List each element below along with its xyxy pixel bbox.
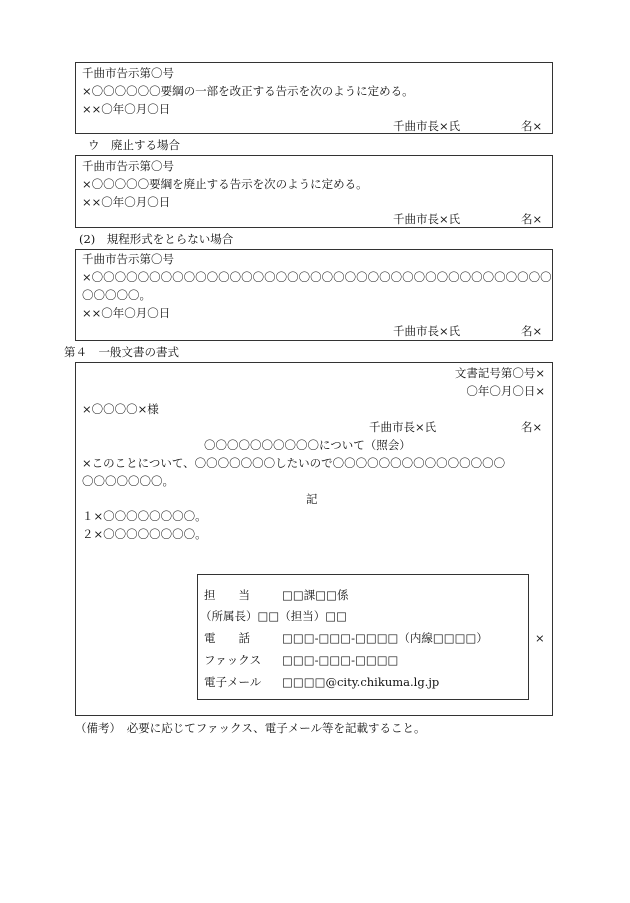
- email-label: 電子メール: [204, 675, 262, 689]
- notice-date: ××〇年〇月〇日: [82, 195, 171, 209]
- section-heading-non-regulation: (2) 規程形式をとらない場合: [79, 232, 234, 246]
- document-date: 〇年〇月〇日×: [466, 384, 545, 398]
- document-number: 文書記号第〇号×: [454, 366, 545, 380]
- mayor-signature: 千曲市長×氏: [393, 324, 461, 338]
- signature-mei: 名×: [521, 324, 543, 338]
- ki-heading: 記: [306, 492, 318, 506]
- list-item: １×〇〇〇〇〇〇〇〇。: [82, 509, 207, 523]
- notice-text-continued: 〇〇〇〇〇。: [82, 288, 151, 302]
- notice-text: ×〇〇〇〇〇〇要綱の一部を改正する告示を次のように定める。: [82, 84, 414, 98]
- notice-number: 千曲市告示第〇号: [82, 66, 174, 80]
- document-body-continued: 〇〇〇〇〇〇〇。: [82, 474, 174, 488]
- signature-mei: 名×: [521, 212, 543, 226]
- list-item: ２×〇〇〇〇〇〇〇〇。: [82, 527, 207, 541]
- document-subject: 〇〇〇〇〇〇〇〇〇〇について（照会）: [204, 438, 411, 452]
- signature-mei: 名×: [521, 119, 543, 133]
- notice-text: ×〇〇〇〇〇要綱を廃止する告示を次のように定める。: [82, 177, 368, 191]
- contact-cross-mark: ×: [535, 631, 545, 645]
- fax-value: □□□-□□□-□□□□: [282, 653, 399, 667]
- email-value: □□□□@city.chikuma.lg.jp: [282, 675, 440, 689]
- signature-mei: 名×: [521, 420, 543, 434]
- mayor-signature: 千曲市長×氏: [369, 420, 437, 434]
- phone-value: □□□-□□□-□□□□（内線□□□□）: [282, 631, 488, 645]
- remarks-note: （備考） 必要に応じてファックス、電子メール等を記載すること。: [75, 721, 426, 735]
- notice-date: ××〇年〇月〇日: [82, 102, 171, 116]
- section-heading-general-document: 第４ 一般文書の書式: [64, 345, 179, 359]
- contact-supervisor-line: （所属長）□□（担当）□□: [200, 609, 347, 623]
- document-body: ×このことについて、〇〇〇〇〇〇〇したいので〇〇〇〇〇〇〇〇〇〇〇〇〇〇〇: [82, 456, 506, 470]
- mayor-signature: 千曲市長×氏: [393, 119, 461, 133]
- notice-text: ×〇〇〇〇〇〇〇〇〇〇〇〇〇〇〇〇〇〇〇〇〇〇〇〇〇〇〇〇〇〇〇〇〇〇〇〇〇〇〇〇: [82, 270, 552, 284]
- mayor-signature: 千曲市長×氏: [393, 212, 461, 226]
- fax-label: ファックス: [204, 653, 262, 667]
- phone-label: 電 話: [204, 631, 250, 645]
- section-heading-abolition: ウ 廃止する場合: [88, 138, 180, 152]
- notice-number: 千曲市告示第〇号: [82, 159, 174, 173]
- notice-date: ××〇年〇月〇日: [82, 306, 171, 320]
- addressee: ×〇〇〇〇×様: [82, 402, 159, 416]
- contact-person-label: 担 当: [204, 588, 250, 602]
- notice-number: 千曲市告示第〇号: [82, 252, 174, 266]
- contact-person-value: □□課□□係: [282, 588, 349, 602]
